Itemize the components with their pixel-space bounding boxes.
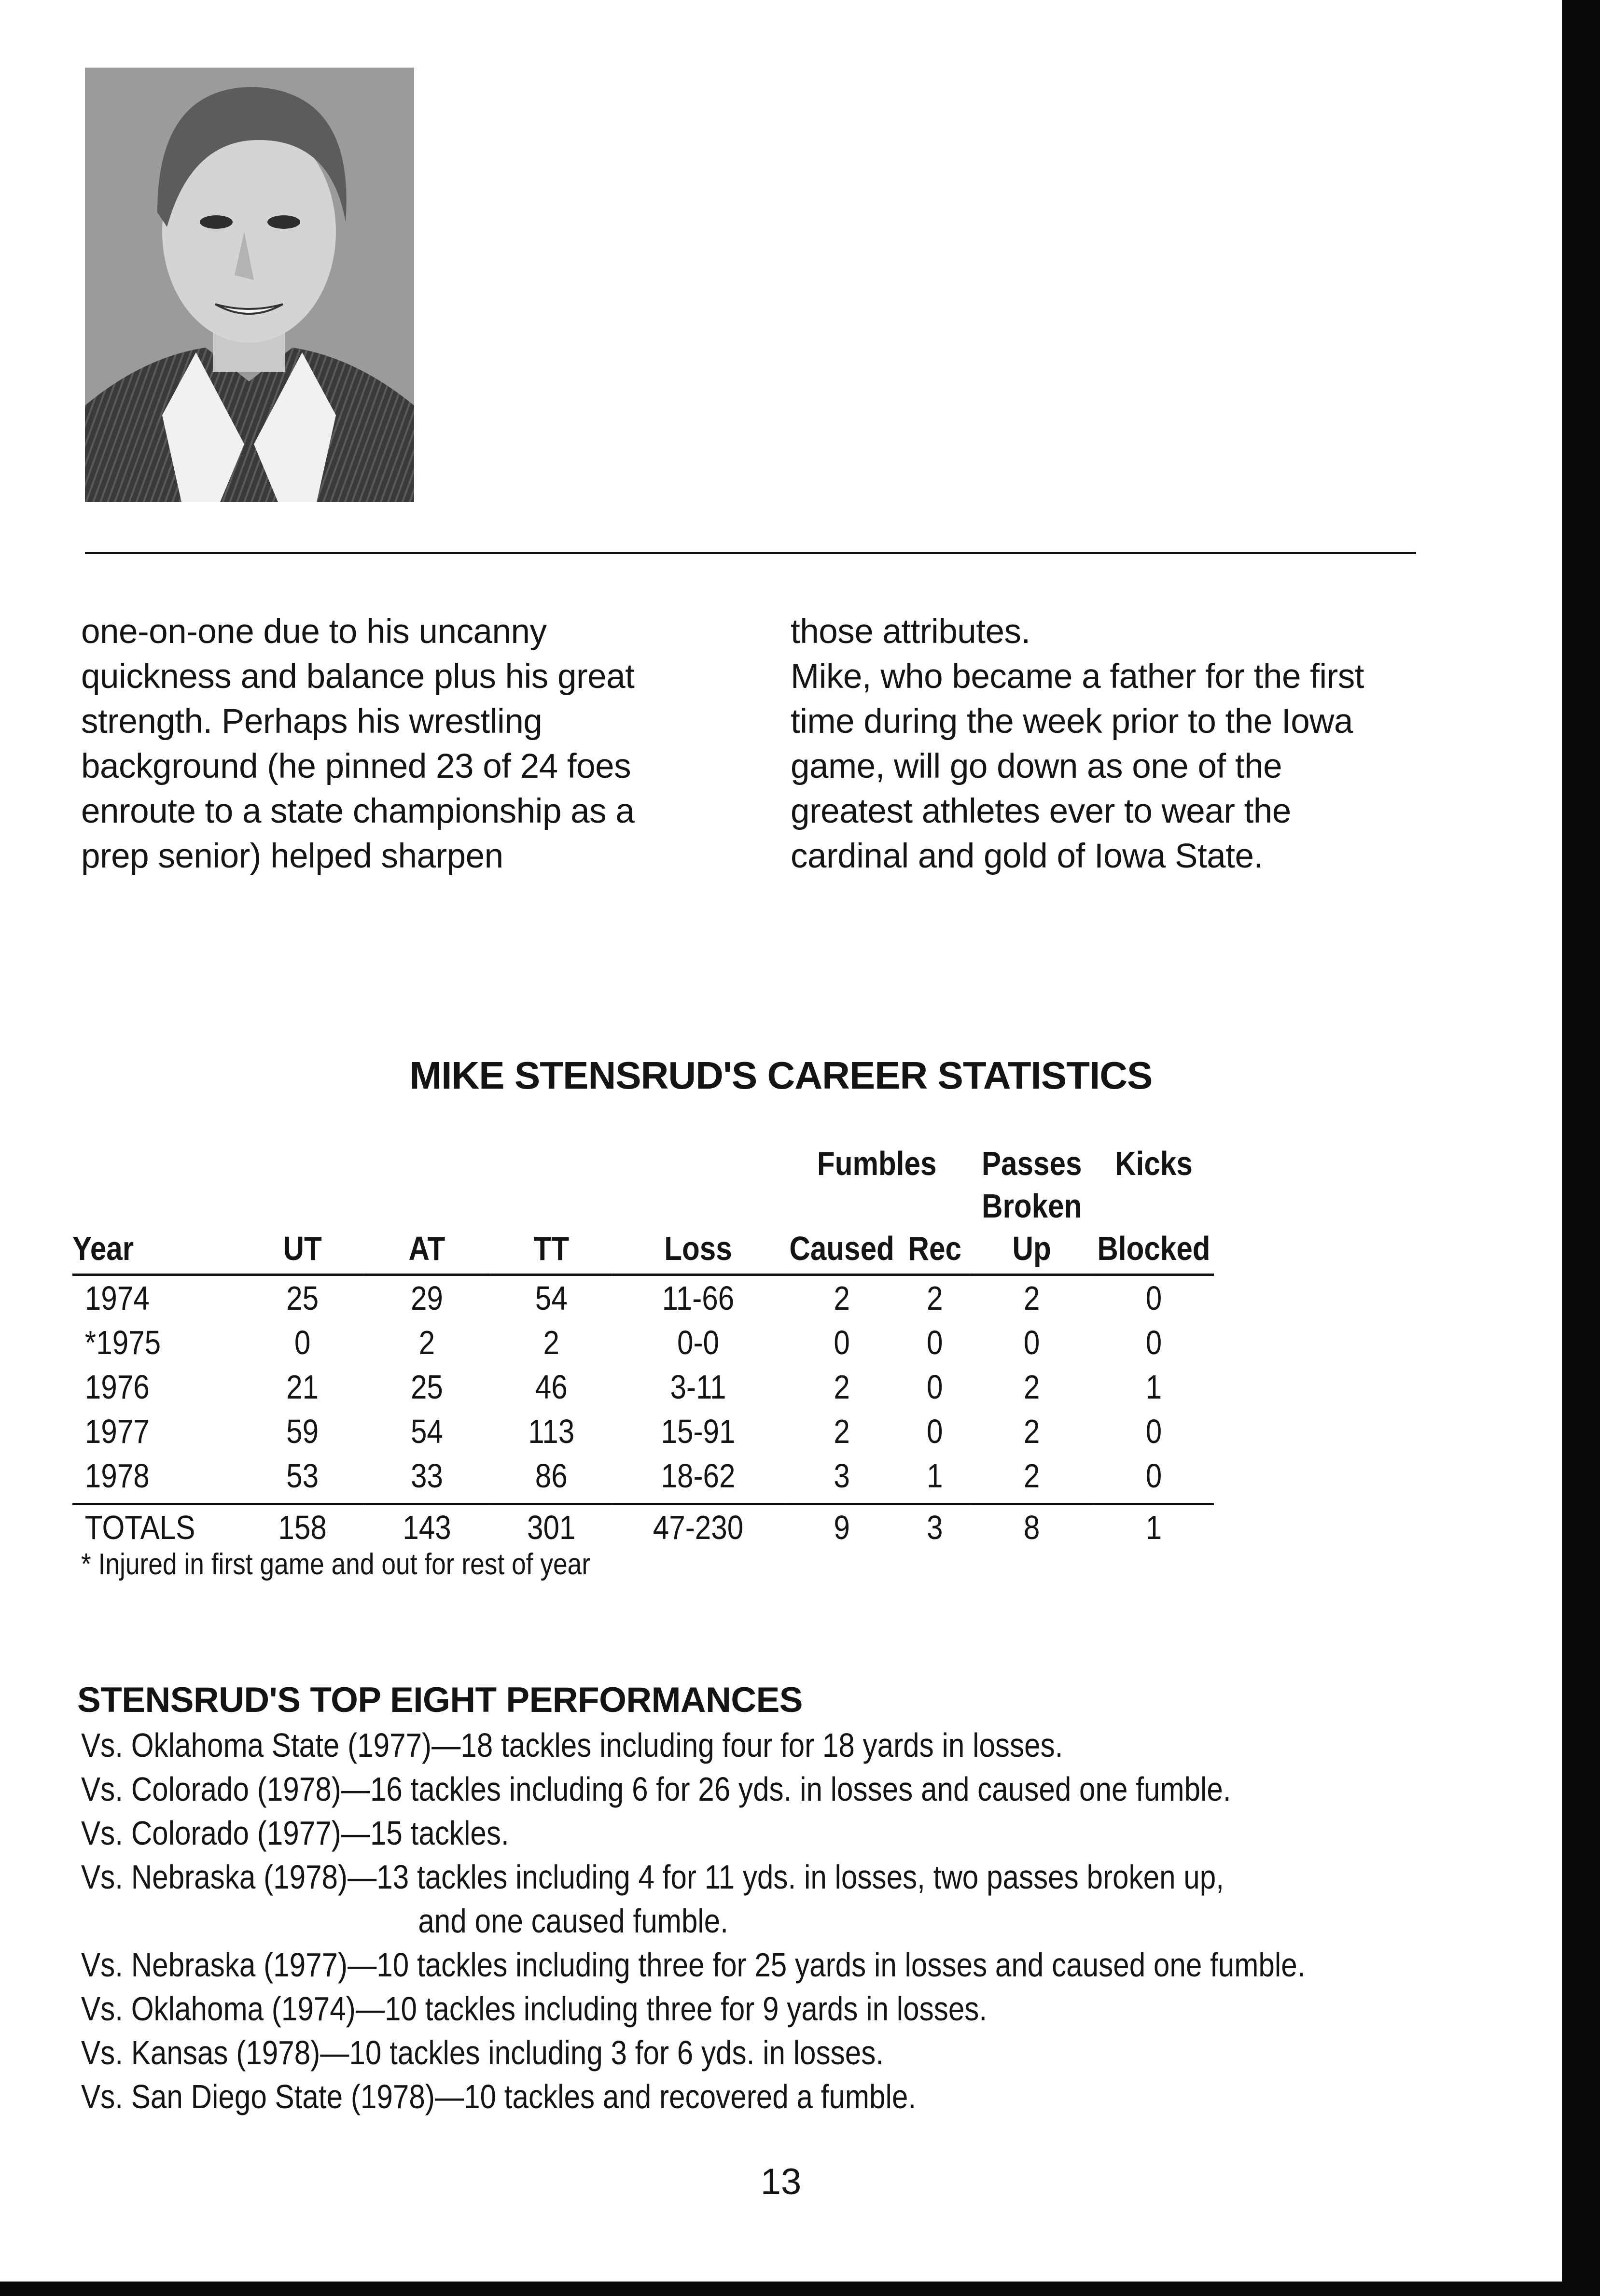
col-header-loss: Loss	[664, 1230, 732, 1267]
stats-group-header-row	[72, 1142, 1214, 1185]
col-header-caused: Caused	[789, 1230, 894, 1267]
career-stats-title: MIKE STENSRUD'S CAREER STATISTICS	[409, 1054, 1153, 1097]
kicks-group-header: Kicks	[1115, 1145, 1193, 1182]
table-cell: 33	[410, 1457, 443, 1495]
table-cell: 9	[834, 1509, 850, 1546]
bio-right-line: cardinal and gold of Iowa State.	[791, 837, 1263, 875]
table-cell: 0	[927, 1413, 943, 1450]
table-cell: 0	[1023, 1324, 1040, 1361]
list-item: Vs. San Diego State (1978)—10 tackles and recovered a fumble.	[81, 2078, 917, 2115]
table-cell: 25	[410, 1368, 443, 1406]
table-cell: 0	[834, 1324, 850, 1361]
player-portrait-photo	[85, 68, 414, 502]
table-cell: 2	[543, 1324, 559, 1361]
table-cell: 11-66	[662, 1279, 735, 1317]
bio-left-line: background (he pinned 23 of 24 foes	[81, 747, 631, 785]
table-cell: 2	[927, 1279, 943, 1317]
table-cell: 86	[535, 1457, 568, 1495]
table-cell: 2	[418, 1324, 435, 1361]
table-cell: 59	[286, 1413, 319, 1450]
table-cell: 46	[535, 1368, 568, 1406]
table-cell: 2	[834, 1413, 850, 1450]
bio-right-line: game, will go down as one of the	[791, 747, 1282, 785]
stats-footnote: * Injured in first game and out for rest of year	[81, 1548, 591, 1581]
col-header-broken-up: Broken Up	[981, 1187, 1082, 1267]
list-item: Vs. Oklahoma State (1977)—18 tackles including four for 18 yards in losses.	[81, 1726, 1063, 1764]
table-row	[72, 1454, 1214, 1498]
table-cell: 0	[294, 1324, 311, 1361]
table-row	[72, 1320, 1214, 1365]
table-cell: 1	[1145, 1368, 1162, 1406]
col-header-ut: UT	[283, 1230, 322, 1267]
scan-edge-right	[1562, 0, 1600, 2296]
table-cell: 2	[834, 1368, 850, 1406]
table-cell: 54	[410, 1413, 443, 1450]
table-cell: 29	[410, 1279, 443, 1317]
list-item: Vs. Nebraska (1977)—10 tackles including three for 25 yards in losses and caused one fumble.	[81, 1946, 1306, 1984]
list-item: Vs. Oklahoma (1974)—10 tackles including three for 9 yards in losses.	[81, 1990, 988, 2028]
totals-rule	[72, 1498, 1214, 1504]
table-cell: 1976	[84, 1368, 150, 1406]
table-cell: 143	[403, 1509, 451, 1546]
performances-title: STENSRUD'S TOP EIGHT PERFORMANCES	[77, 1680, 803, 1720]
table-row	[72, 1365, 1214, 1409]
section-divider-rule	[85, 552, 1416, 554]
table-cell: 158	[278, 1509, 327, 1546]
fumbles-group-header: Fumbles	[817, 1145, 937, 1182]
table-cell: 1978	[84, 1457, 150, 1495]
table-cell: 15-91	[661, 1413, 736, 1450]
table-cell: 0	[1145, 1413, 1162, 1450]
table-cell: 53	[286, 1457, 319, 1495]
table-cell: 0	[1145, 1457, 1162, 1495]
table-cell: 0-0	[677, 1324, 720, 1361]
bio-right-line: Mike, who became a father for the first	[791, 658, 1364, 696]
table-cell: 0	[927, 1368, 943, 1406]
table-cell: 301	[527, 1509, 576, 1546]
col-header-tt: TT	[533, 1230, 569, 1267]
list-item-continuation: and one caused fumble.	[418, 1902, 728, 1940]
bio-left-line: one-on-one due to his uncanny	[81, 613, 547, 651]
bio-left-line: quickness and balance plus his great	[81, 658, 635, 696]
table-cell: 1977	[84, 1413, 150, 1450]
table-cell: 21	[286, 1368, 319, 1406]
stats-header-row	[72, 1185, 1214, 1270]
col-header-rec: Rec	[908, 1230, 961, 1267]
table-cell: 1	[927, 1457, 943, 1495]
table-cell: 2	[1023, 1413, 1040, 1450]
bio-left-line: prep senior) helped sharpen	[81, 837, 503, 875]
header-rule	[72, 1270, 1214, 1275]
table-cell: 18-62	[661, 1457, 736, 1495]
bio-column-right	[791, 609, 1428, 879]
table-cell: 2	[1023, 1368, 1040, 1406]
table-cell: 0	[1145, 1324, 1162, 1361]
table-row	[72, 1275, 1214, 1321]
bio-right-line: those attributes.	[791, 613, 1030, 651]
table-cell: 113	[528, 1413, 575, 1450]
career-stats-table	[72, 1142, 1214, 1550]
table-cell: TOTALS	[84, 1509, 195, 1546]
table-cell: 2	[1023, 1457, 1040, 1495]
list-item: Vs. Colorado (1977)—15 tackles.	[81, 1814, 509, 1852]
table-cell: 47-230	[653, 1509, 744, 1546]
bio-right-line: time during the week prior to the Iowa	[791, 702, 1353, 741]
list-item: Vs. Colorado (1978)—16 tackles including 6 for 26 yds. in losses and caused one fumble.	[81, 1770, 1231, 1808]
col-header-blocked: Blocked	[1097, 1230, 1210, 1267]
table-cell: 3	[927, 1509, 943, 1546]
totals-row	[72, 1504, 1214, 1550]
table-cell: 54	[535, 1279, 568, 1317]
table-cell: *1975	[84, 1324, 161, 1361]
bio-right-line: greatest athletes ever to wear the	[791, 792, 1291, 830]
table-row	[72, 1409, 1214, 1454]
col-header-year: Year	[72, 1230, 134, 1267]
table-cell: 25	[286, 1279, 319, 1317]
table-cell: 1	[1145, 1509, 1162, 1546]
bio-left-line: strength. Perhaps his wrestling	[81, 702, 543, 741]
col-header-at: AT	[408, 1230, 445, 1267]
table-cell: 3	[834, 1457, 850, 1495]
table-cell: 0	[927, 1324, 943, 1361]
bio-left-line: enroute to a state championship as a	[81, 792, 635, 830]
table-cell: 8	[1023, 1509, 1040, 1546]
table-cell: 2	[1023, 1279, 1040, 1317]
bio-column-left	[81, 609, 723, 879]
table-cell: 2	[834, 1279, 850, 1317]
performances-list	[81, 1723, 1305, 2119]
passes-group-header: Passes	[981, 1145, 1082, 1182]
table-cell: 3-11	[670, 1368, 726, 1406]
page-number: 13	[760, 2161, 802, 2202]
scan-edge-bottom	[0, 2282, 1600, 2296]
list-item: Vs. Nebraska (1978)—13 tackles including 4 for 11 yds. in losses, two passes broken up,	[81, 1858, 1224, 1896]
table-cell: 1974	[84, 1279, 150, 1317]
table-cell: 0	[1145, 1279, 1162, 1317]
list-item: Vs. Kansas (1978)—10 tackles including 3 for 6 yds. in losses.	[81, 2034, 884, 2072]
